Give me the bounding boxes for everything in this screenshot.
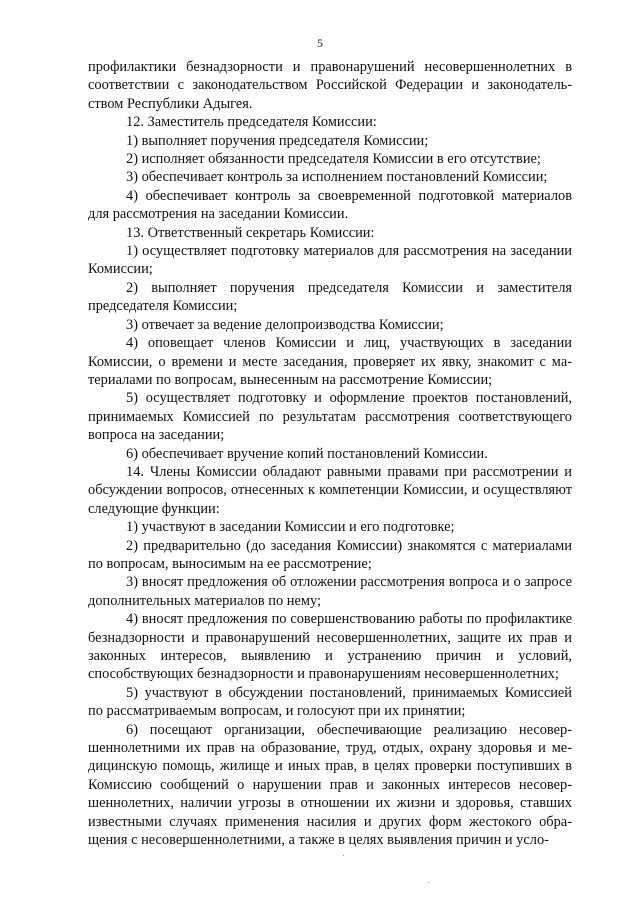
list-item: 5) участвуют в обсуждении постановлений, принимаемых Комиссией по рассматриваемым вопросам, и голосуют при их принятии; [88, 684, 572, 720]
scan-speck [428, 882, 429, 883]
list-item: 6) обеспечивает вручение копий постановлений Комиссии. [126, 445, 488, 462]
document-body [88, 58, 572, 849]
list-item: 4) вносят предложения по совершенствованию работы по профилактике безнадзорности и правонарушений несовершеннолетних, защите их прав и законных интересов, выявлению и устранению причин и условий, способствующих безнадзорности и правонарушениям несовершеннолетних; [88, 611, 572, 683]
scan-speck [343, 855, 344, 856]
list-item: 1) участвуют в заседании Комиссии и его подготовке; [126, 519, 455, 536]
list-item: 6) посещают организации, обеспечивающие реализацию несовершеннолетними их прав на образование, труд, отдых, охрану здоровья и медицинскую помощь, жилище и иных прав, в целях проверки поступивших в Комиссию сообщений о нарушении прав и законных интересов несовершеннолетних, наличии угрозы в отношении их жизни и здоровья, ставших известными случаях применения насилия и других форм жестокого обращения с несовершеннолетними, а также в целях выявления причин и усло- [88, 721, 572, 849]
section-14-heading: 14. Члены Комиссии обладают равными правами при рассмотрении и обсуждении вопросов, отнесенных к компетенции Комиссии, и осуществляют следующие функции: [88, 463, 572, 517]
list-item: 3) обеспечивает контроль за исполнением постановлений Комиссии; [126, 169, 548, 186]
list-item: 3) вносят предложения об отложении рассмотрения вопроса и о запросе дополнительных материалов по нему; [88, 574, 572, 609]
list-item: 4) оповещает членов Комиссии и лиц, участвующих в заседании Комиссии, о времени и месте заседания, проверяет их явку, знакомит с материалами по вопросам, вынесенным на рассмотрение Комиссии; [88, 335, 572, 388]
section-13-heading: 13. Ответственный секретарь Комиссии: [126, 224, 375, 241]
page-number: 5 [317, 36, 323, 50]
list-item: 1) осуществляет подготовку материалов для рассмотрения на заседании Комиссии; [88, 243, 572, 278]
list-item: 1) выполняет поручения председателя Комиссии; [126, 132, 429, 149]
list-item: 2) выполняет поручения председателя Комиссии и заместителя председателя Комиссии; [88, 279, 572, 315]
section-12-heading: 12. Заместитель председателя Комиссии: [126, 114, 377, 131]
list-item: 2) исполняет обязанности председателя Комиссии в его отсутствие; [126, 151, 541, 168]
list-item: 3) отвечает за ведение делопроизводства Комиссии; [126, 316, 444, 333]
list-item: 5) осуществляет подготовку и оформление проектов постановлений, принимаемых Комиссией по результатам рассмотрения соответствующего вопроса на заседании; [88, 390, 572, 444]
list-item: 4) обеспечивает контроль за своевременной подготовкой материалов для рассмотрения на заседании Комиссии. [88, 187, 572, 223]
list-item: 2) предварительно (до заседания Комиссии) знакомятся с материалами по вопросам, выносимым на ее рассмотрение; [88, 537, 572, 572]
paragraph-continuation: профилактики безнадзорности и правонарушений несовершеннолетних в соответствии с законодательством Российской Федерации и законодательством Республики Адыгея. [88, 59, 572, 112]
